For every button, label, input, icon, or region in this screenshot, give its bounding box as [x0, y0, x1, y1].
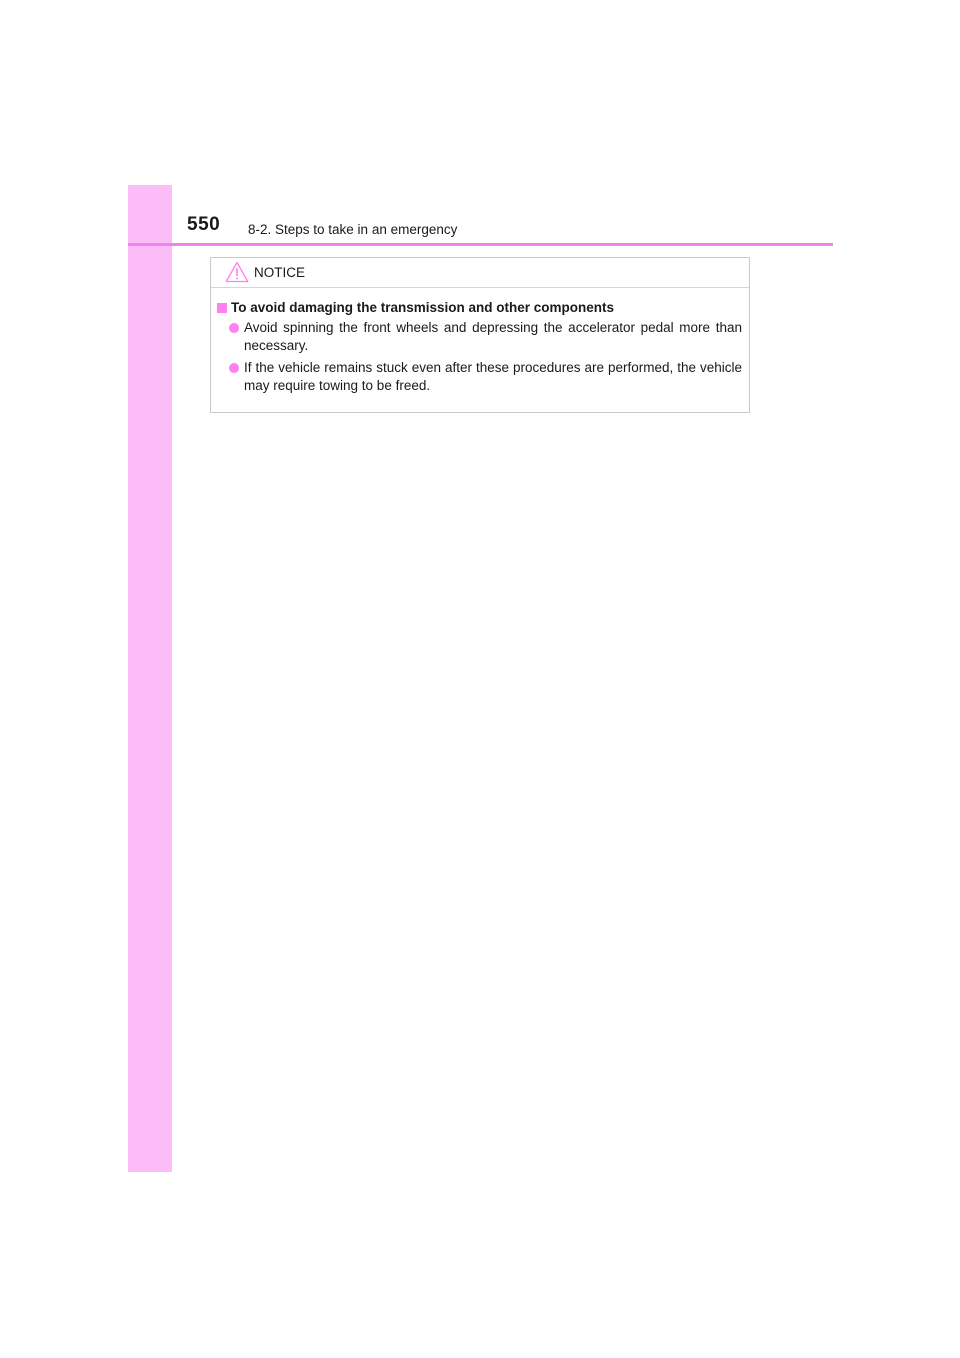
warning-triangle-icon — [225, 261, 249, 283]
notice-body — [211, 288, 749, 394]
section-title: 8-2. Steps to take in an emergency — [248, 222, 458, 237]
notice-label: NOTICE — [254, 265, 306, 280]
circle-bullet-icon — [229, 323, 239, 333]
side-tab — [128, 185, 172, 1172]
notice-header — [211, 258, 749, 288]
circle-bullet-icon — [229, 363, 239, 373]
header-rule — [128, 243, 833, 246]
notice-subheading — [217, 300, 742, 315]
square-bullet-icon — [217, 303, 227, 313]
notice-box — [210, 257, 750, 413]
list-item-text: Avoid spinning the front wheels and depressing the accelerator pedal more than necessary. — [244, 320, 742, 353]
list-item — [217, 319, 742, 354]
list-item-text: If the vehicle remains stuck even after these procedures are performed, the vehicle may require towing to be freed. — [244, 360, 742, 393]
notice-subheading-text: To avoid damaging the transmission and other components — [231, 300, 615, 315]
list-item — [217, 359, 742, 394]
page-number: 550 — [187, 214, 221, 235]
